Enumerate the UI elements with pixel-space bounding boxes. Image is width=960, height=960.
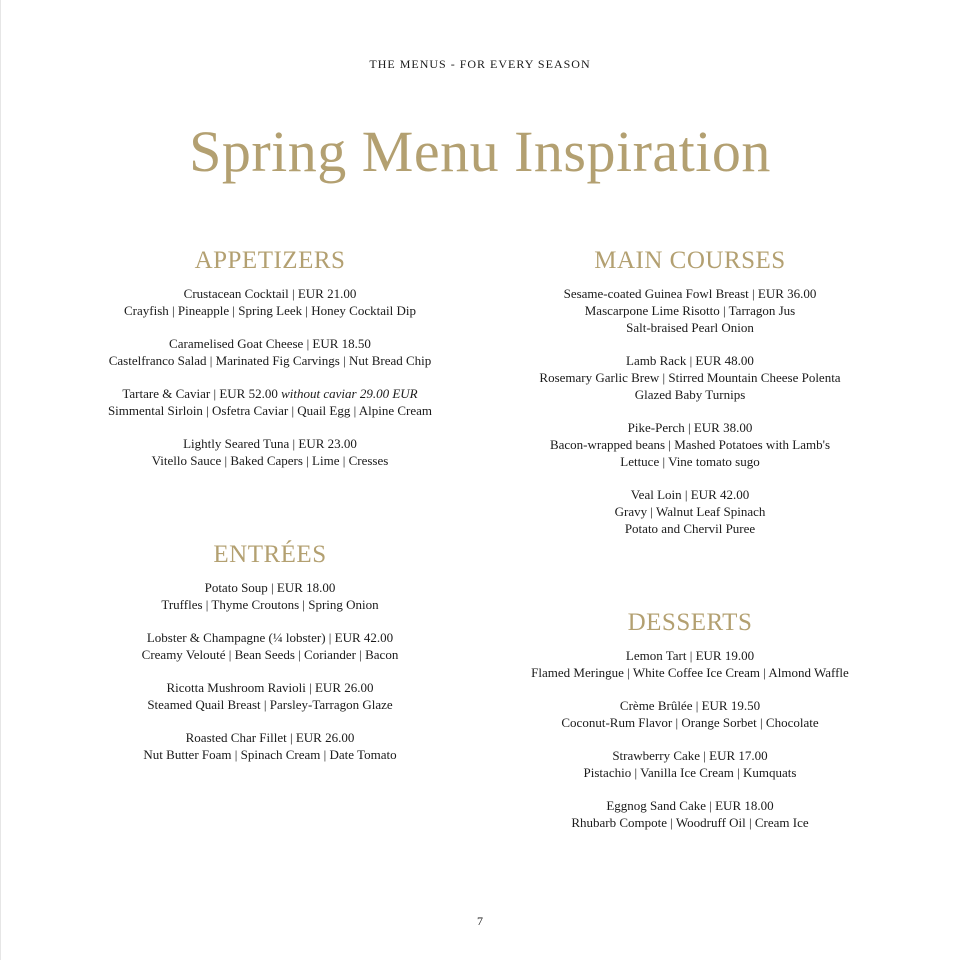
menu-item-description: Gravy | Walnut Leaf Spinach [614, 504, 766, 519]
menu-item [40, 729, 500, 763]
menu-item-description: Salt-braised Pearl Onion [626, 320, 754, 335]
section-heading-desserts: DESSERTS [627, 609, 753, 636]
menu-item-description: Bacon-wrapped beans | Mashed Potatoes with Lamb's [549, 437, 831, 452]
menu-item-name [40, 729, 500, 746]
menu-item-name-text: Ricotta Mushroom Ravioli | EUR 26.00 [166, 680, 374, 695]
menu-item-description: Flamed Meringue | White Coffee Ice Cream | Almond Waffle [531, 665, 849, 680]
menu-item [460, 697, 920, 731]
menu-item-description: Creamy Velouté | Bean Seeds | Coriander | Bacon [141, 647, 399, 662]
menu-item-name-text: Sesame-coated Guinea Fowl Breast | EUR 36.00 [563, 286, 817, 301]
menu-item-name-text: Crème Brûlée | EUR 19.50 [619, 698, 761, 713]
menu-item-price-note: without caviar 29.00 EUR [281, 386, 418, 401]
menu-item-name [460, 352, 920, 369]
menu-item-name [460, 647, 920, 664]
dish-list [40, 579, 500, 763]
section-heading-main-courses: MAIN COURSES [594, 247, 786, 274]
menu-item-name [40, 385, 500, 402]
menu-item-description: Simmental Sirloin | Osfetra Caviar | Quail Egg | Alpine Cream [107, 403, 433, 418]
menu-item [460, 486, 920, 537]
menu-item-description: Steamed Quail Breast | Parsley-Tarragon Glaze [147, 697, 393, 712]
menu-item-name [460, 285, 920, 302]
menu-item-description: Rosemary Garlic Brew | Stirred Mountain Cheese Polenta [539, 370, 841, 385]
menu-item-name-text: Lobster & Champagne (¼ lobster) | EUR 42.00 [146, 630, 394, 645]
menu-item-description: Glazed Baby Turnips [634, 387, 746, 402]
menu-item-name [40, 435, 500, 452]
menu-item [40, 679, 500, 713]
menu-item [460, 647, 920, 681]
page-number: 7 [477, 914, 483, 928]
page-title: Spring Menu Inspiration [189, 119, 771, 184]
menu-item-name [460, 797, 920, 814]
menu-item-name-text: Tartare & Caviar | EUR 52.00 [122, 386, 278, 401]
right-column [460, 0, 920, 960]
menu-item-name-text: Roasted Char Fillet | EUR 26.00 [185, 730, 355, 745]
menu-item [40, 629, 500, 663]
dish-list [40, 285, 500, 469]
section-heading-appetizers: APPETIZERS [194, 247, 346, 274]
menu-item-name-text: Lemon Tart | EUR 19.00 [625, 648, 755, 663]
menu-item [460, 797, 920, 831]
menu-item-name [460, 697, 920, 714]
menu-item [40, 335, 500, 369]
menu-item [460, 285, 920, 336]
menu-item [40, 285, 500, 319]
dish-list [460, 647, 920, 831]
menu-item [40, 435, 500, 469]
left-column [40, 0, 500, 960]
page-kicker: THE MENUS - FOR EVERY SEASON [369, 57, 591, 71]
menu-item-description: Vitello Sauce | Baked Capers | Lime | Cresses [151, 453, 389, 468]
menu-item-name-text: Potato Soup | EUR 18.00 [204, 580, 336, 595]
menu-item-name [460, 486, 920, 503]
menu-item-name-text: Veal Loin | EUR 42.00 [630, 487, 750, 502]
menu-item-name-text: Strawberry Cake | EUR 17.00 [612, 748, 768, 763]
section-heading-entrees: ENTRÉES [213, 541, 327, 568]
menu-item-name [460, 419, 920, 436]
menu-item-description: Lettuce | Vine tomato sugo [620, 454, 760, 469]
menu-item-name [40, 285, 500, 302]
menu-item-description: Castelfranco Salad | Marinated Fig Carvings | Nut Bread Chip [108, 353, 432, 368]
menu-item-name-text: Lamb Rack | EUR 48.00 [626, 353, 754, 368]
menu-item-name [40, 335, 500, 352]
menu-item-name [40, 679, 500, 696]
menu-item [460, 419, 920, 470]
menu-item-description: Crayfish | Pineapple | Spring Leek | Honey Cocktail Dip [124, 303, 416, 318]
menu-item-name [460, 747, 920, 764]
menu-item-description: Pistachio | Vanilla Ice Cream | Kumquats [583, 765, 797, 780]
dish-list [460, 285, 920, 537]
menu-item [460, 747, 920, 781]
menu-item-name [40, 629, 500, 646]
menu-item-name-text: Caramelised Goat Cheese | EUR 18.50 [169, 336, 371, 351]
menu-item [460, 352, 920, 403]
entrees-section [40, 540, 500, 779]
menu-item [40, 579, 500, 613]
menu-item-description: Nut Butter Foam | Spinach Cream | Date Tomato [143, 747, 397, 762]
menu-item-description: Potato and Chervil Puree [624, 521, 756, 536]
menu-item-name-text: Eggnog Sand Cake | EUR 18.00 [606, 798, 774, 813]
menu-item [40, 385, 500, 419]
menu-item-name-text: Crustacean Cocktail | EUR 21.00 [183, 286, 357, 301]
main-courses-section [460, 246, 920, 553]
menu-item-name [40, 579, 500, 596]
menu-item-description: Mascarpone Lime Risotto | Tarragon Jus [584, 303, 796, 318]
menu-item-name-text: Lightly Seared Tuna | EUR 23.00 [183, 436, 357, 451]
menu-item-description: Coconut-Rum Flavor | Orange Sorbet | Chocolate [561, 715, 819, 730]
menu-item-description: Rhubarb Compote | Woodruff Oil | Cream Ice [571, 815, 809, 830]
menu-item-name-text: Pike-Perch | EUR 38.00 [627, 420, 753, 435]
appetizers-section [40, 246, 500, 485]
menu-item-description: Truffles | Thyme Croutons | Spring Onion [161, 597, 379, 612]
desserts-section [460, 608, 920, 847]
